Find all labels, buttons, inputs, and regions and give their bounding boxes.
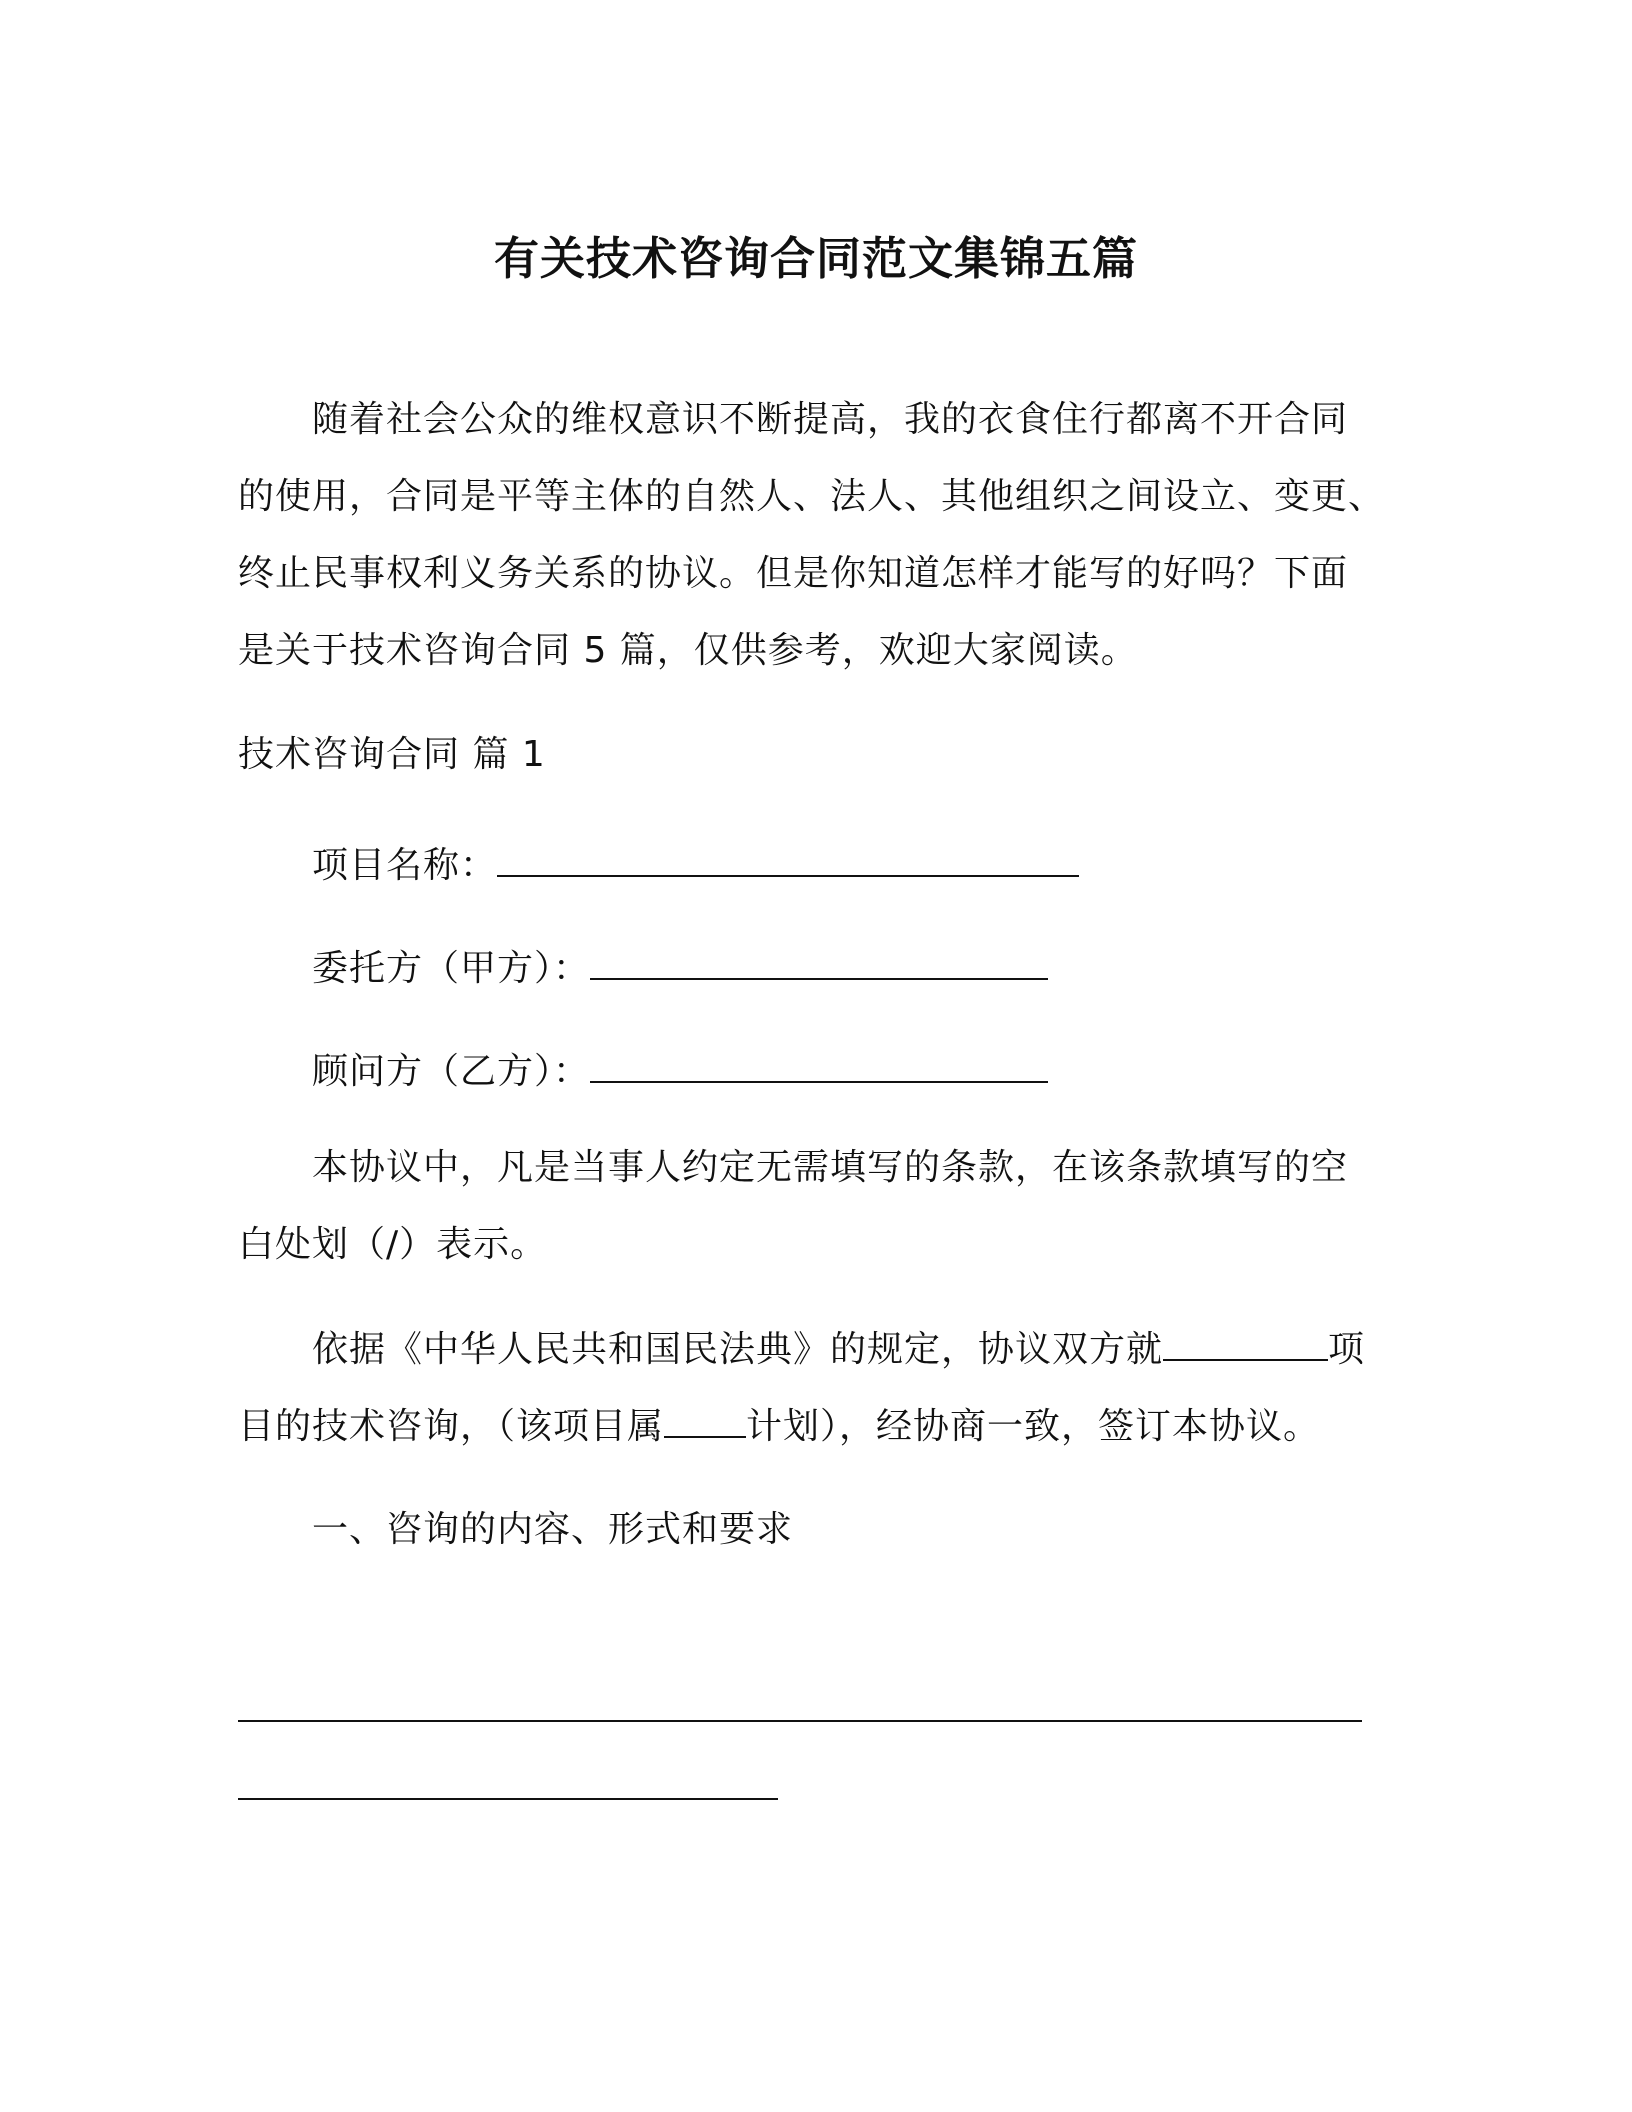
basis-line-1-text: 依据《中华人民共和国民法典》的规定，协议双方就 [312, 1329, 1164, 1370]
consultant-row [312, 1047, 1048, 1096]
project-name-blank [497, 841, 1079, 877]
section-heading: 技术咨询合同 篇 1 [238, 734, 546, 775]
project-blank [1163, 1325, 1328, 1361]
clause-1-heading: 一、咨询的内容、形式和要求 [312, 1509, 794, 1550]
document-title: 有关技术咨询合同范文集锦五篇 [493, 232, 1138, 285]
basis-line-1 [312, 1325, 1365, 1374]
client-row [312, 944, 1048, 993]
intro-line-2: 的使用，合同是平等主体的自然人、法人、其他组织之间设立、变更、 [238, 476, 1386, 517]
intro-line-3: 终止民事权利义务关系的协议。但是你知道怎样才能写的好吗？下面 [238, 553, 1349, 594]
plan-blank [664, 1402, 746, 1438]
content-blank-line-2 [238, 1798, 778, 1800]
basis-line-2-text: 目的技术咨询，（该项目属 [238, 1406, 665, 1447]
note-line-2: 白处划（/）表示。 [238, 1224, 548, 1265]
basis-line-2-end: 计划），经协商一致，签订本协议。 [746, 1406, 1321, 1447]
content-blank-line-1 [238, 1720, 1362, 1722]
intro-line-1: 随着社会公众的维权意识不断提高，我的衣食住行都离不开合同 [312, 399, 1349, 440]
client-label: 委托方（甲方）： [312, 948, 591, 989]
project-name-label: 项目名称： [312, 845, 498, 886]
project-name-row [312, 841, 1079, 890]
note-line-1: 本协议中，凡是当事人约定无需填写的条款，在该条款填写的空 [312, 1147, 1349, 1188]
basis-line-2 [238, 1402, 1320, 1451]
intro-line-4: 是关于技术咨询合同 5 篇，仅供参考，欢迎大家阅读。 [238, 630, 1138, 671]
client-blank [590, 944, 1048, 980]
basis-line-1-end: 项 [1328, 1329, 1366, 1370]
consultant-label: 顾问方（乙方）： [312, 1051, 591, 1092]
consultant-blank [590, 1047, 1048, 1083]
